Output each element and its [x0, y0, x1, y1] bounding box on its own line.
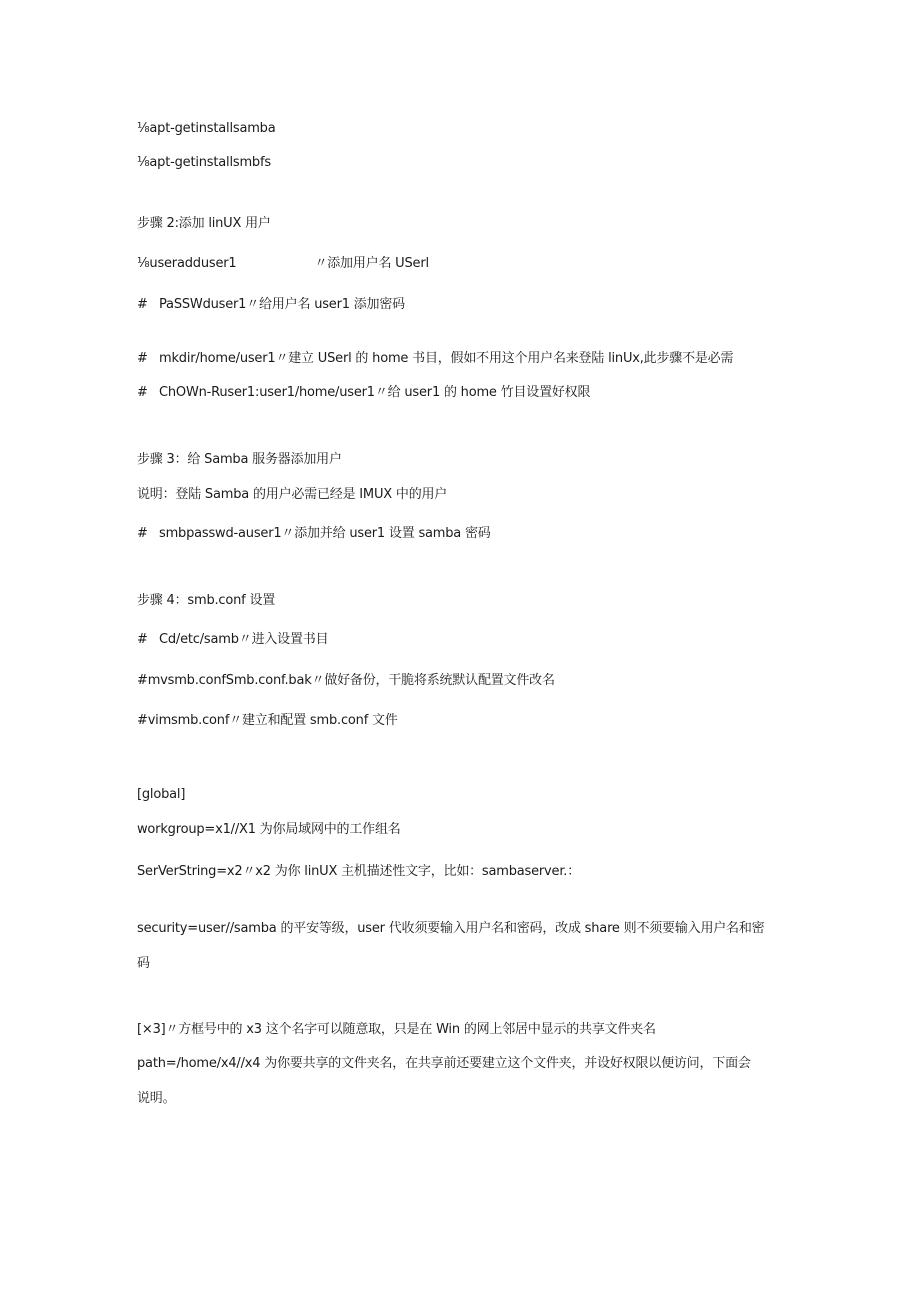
command-line: #vimsmb.conf〃建立和配置 smb.conf 文件 — [137, 713, 398, 728]
command-text: Cd/etc/samb〃进入设置书目 — [159, 632, 329, 647]
command-text: ChOWn-Ruser1:user1/home/user1〃给 user1 的 home 竹目设置好权限 — [159, 385, 591, 400]
step-heading: 步骤 3：给 Samba 服务器添加用户 — [137, 452, 342, 467]
command-line: ⅛apt-getinstallsamba — [137, 121, 276, 136]
prompt-hash: # — [137, 385, 148, 400]
config-line: path=/home/x4//x4 为你要共享的文件夹名，在共享前还要建立这个文件夹，并设好权限以便访问，下面会 — [137, 1056, 751, 1071]
prompt-hash: # — [137, 632, 148, 647]
command-line — [137, 385, 590, 401]
config-line: [×3]〃方框号中的 x3 这个名字可以随意取，只是在 Win 的网上邻居中显示的共享文件夹名 — [137, 1022, 656, 1037]
command-line — [137, 297, 405, 313]
prompt-hash: # — [137, 526, 148, 541]
config-line-continuation: 码 — [137, 956, 150, 971]
command-text: mkdir/home/user1〃建立 USerl 的 home 书目，假如不用这个用户名来登陆 linUx,此步骤不是必需 — [159, 351, 734, 366]
config-line: security=user//samba 的平安等级，user 代收须要输入用户名和密码，改成 share 则不须要输入用户名和密 — [137, 921, 765, 936]
command-line — [137, 526, 491, 542]
command-text: smbpasswd-auser1〃添加并给 user1 设置 samba 密码 — [159, 526, 491, 541]
config-section: [global] — [137, 787, 186, 802]
command-line — [137, 351, 733, 367]
config-line: workgroup=x1//X1 为你局域网中的工作组名 — [137, 822, 401, 837]
command-line: #mvsmb.confSmb.conf.bak〃做好备份，干脆将系统默认配置文件改名 — [137, 673, 555, 688]
note-text: 说明：登陆 Samba 的用户必需已经是 IMUX 中的用户 — [137, 487, 448, 502]
command-comment: 〃添加用户名 USerl — [314, 256, 429, 271]
command-text: PaSSWduser1〃给用户名 user1 添加密码 — [159, 297, 405, 312]
config-line: SerVerString=x2〃x2 为你 linUX 主机描述性文字，比如：sambaserver.： — [137, 864, 581, 879]
command-text: ⅛useradduser1 — [137, 256, 237, 271]
step-heading: 步骤 2:添加 linUX 用户 — [137, 216, 271, 231]
step-heading: 步骤 4：smb.conf 设置 — [137, 593, 276, 608]
prompt-hash: # — [137, 351, 148, 366]
prompt-hash: # — [137, 297, 148, 312]
command-line — [137, 256, 429, 272]
config-line-continuation: 说明。 — [137, 1091, 176, 1106]
command-line — [137, 632, 328, 648]
command-line: ⅛apt-getinstallsmbfs — [137, 155, 271, 170]
